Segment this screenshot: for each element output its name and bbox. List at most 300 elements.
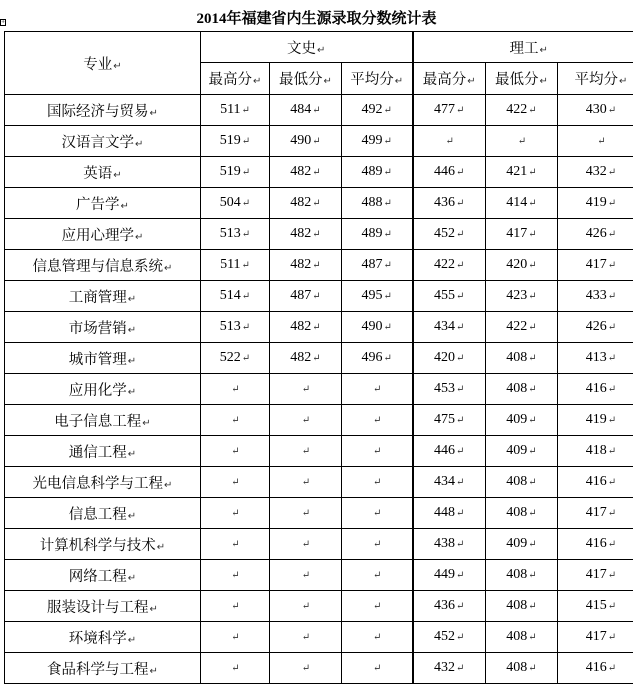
return-mark-icon: ↵ xyxy=(231,477,239,488)
return-mark-icon: ↵ xyxy=(608,508,616,519)
return-mark-icon: ↵ xyxy=(373,601,381,612)
return-mark-icon: ↵ xyxy=(528,291,536,302)
score-value: 408 xyxy=(506,567,527,582)
score-cell-l-avg xyxy=(558,250,633,281)
return-mark-icon: ↵ xyxy=(528,384,536,395)
score-value: 449 xyxy=(434,567,455,582)
return-mark-icon: ↵ xyxy=(128,635,136,646)
table-row xyxy=(5,343,633,374)
return-mark-icon: ↵ xyxy=(302,570,310,581)
score-value: 415 xyxy=(586,598,607,613)
return-mark-icon: ↵ xyxy=(456,446,464,457)
major-cell xyxy=(5,95,201,126)
score-cell-l-max xyxy=(413,436,486,467)
score-cell-w-min xyxy=(270,281,342,312)
table-row xyxy=(5,467,633,498)
return-mark-icon: ↵ xyxy=(312,136,320,147)
score-value: 416 xyxy=(586,660,607,675)
score-value: 426 xyxy=(586,319,607,334)
return-mark-icon: ↵ xyxy=(242,136,250,147)
return-mark-icon: ↵ xyxy=(528,663,536,674)
score-value: 438 xyxy=(434,536,455,551)
return-mark-icon: ↵ xyxy=(608,353,616,364)
return-mark-icon: ↵ xyxy=(231,601,239,612)
score-cell-w-min xyxy=(270,560,342,591)
score-cell-w-max xyxy=(201,343,270,374)
score-value: 408 xyxy=(506,660,527,675)
return-mark-icon: ↵ xyxy=(456,663,464,674)
score-value: 484 xyxy=(290,102,311,117)
return-mark-icon: ↵ xyxy=(373,477,381,488)
return-mark-icon: ↵ xyxy=(302,384,310,395)
table-row xyxy=(5,591,633,622)
score-value: 417 xyxy=(586,505,607,520)
score-cell-w-avg xyxy=(342,219,413,250)
header-li-max xyxy=(413,63,486,95)
score-cell-w-min xyxy=(270,653,342,684)
score-value: 513 xyxy=(220,226,241,241)
score-value: 511 xyxy=(220,257,240,272)
return-mark-icon: ↵ xyxy=(128,449,136,460)
major-cell xyxy=(5,188,201,219)
table-row xyxy=(5,312,633,343)
table-body xyxy=(5,32,633,684)
table-row xyxy=(5,219,633,250)
score-value: 418 xyxy=(586,443,607,458)
return-mark-icon: ↵ xyxy=(253,76,261,87)
major-cell xyxy=(5,560,201,591)
score-value: 420 xyxy=(506,257,527,272)
return-mark-icon: ↵ xyxy=(608,229,616,240)
major-cell xyxy=(5,436,201,467)
score-cell-w-min xyxy=(270,312,342,343)
return-mark-icon: ↵ xyxy=(128,294,136,305)
score-value: 519 xyxy=(220,133,241,148)
return-mark-icon: ↵ xyxy=(608,601,616,612)
score-cell-w-avg xyxy=(342,591,413,622)
major-cell xyxy=(5,219,201,250)
score-cell-l-min xyxy=(486,467,558,498)
header-group-li xyxy=(413,32,633,63)
score-cell-w-avg xyxy=(342,529,413,560)
score-cell-l-min xyxy=(486,95,558,126)
score-value: 448 xyxy=(434,505,455,520)
return-mark-icon: ↵ xyxy=(312,322,320,333)
return-mark-icon: ↵ xyxy=(312,291,320,302)
return-mark-icon: ↵ xyxy=(528,570,536,581)
score-cell-w-max xyxy=(201,560,270,591)
return-mark-icon: ↵ xyxy=(135,232,143,243)
score-cell-w-min xyxy=(270,498,342,529)
major-name: 服装设计与工程 xyxy=(47,600,149,616)
score-value: 416 xyxy=(586,381,607,396)
return-mark-icon: ↵ xyxy=(456,477,464,488)
return-mark-icon: ↵ xyxy=(242,105,250,116)
header-li-avg-label: 平均分 xyxy=(575,72,619,88)
return-mark-icon: ↵ xyxy=(302,446,310,457)
return-mark-icon: ↵ xyxy=(608,663,616,674)
return-mark-icon: ↵ xyxy=(373,415,381,426)
score-value: 490 xyxy=(362,319,383,334)
score-cell-l-min xyxy=(486,405,558,436)
table-row xyxy=(5,157,633,188)
score-cell-l-min xyxy=(486,560,558,591)
score-cell-l-max xyxy=(413,250,486,281)
return-mark-icon: ↵ xyxy=(373,508,381,519)
return-mark-icon: ↵ xyxy=(312,198,320,209)
score-cell-w-avg xyxy=(342,653,413,684)
score-cell-w-max xyxy=(201,405,270,436)
score-cell-w-avg xyxy=(342,281,413,312)
major-cell xyxy=(5,622,201,653)
header-row-groups xyxy=(5,32,633,63)
score-cell-l-max xyxy=(413,591,486,622)
score-value: 430 xyxy=(586,102,607,117)
score-cell-w-avg xyxy=(342,126,413,157)
return-mark-icon: ↵ xyxy=(312,260,320,271)
score-cell-l-max xyxy=(413,653,486,684)
return-mark-icon: ↵ xyxy=(312,229,320,240)
return-mark-icon: ↵ xyxy=(302,663,310,674)
return-mark-icon: ↵ xyxy=(384,198,392,209)
major-cell xyxy=(5,591,201,622)
score-cell-l-min xyxy=(486,653,558,684)
score-cell-l-max xyxy=(413,343,486,374)
score-cell-l-avg xyxy=(558,529,633,560)
score-cell-w-avg xyxy=(342,560,413,591)
score-value: 417 xyxy=(586,567,607,582)
score-value: 489 xyxy=(362,164,383,179)
score-cell-l-avg xyxy=(558,95,633,126)
score-cell-l-max xyxy=(413,498,486,529)
score-cell-l-avg xyxy=(558,560,633,591)
header-wen-max xyxy=(201,63,270,95)
major-name: 工商管理 xyxy=(69,290,127,306)
score-cell-w-max xyxy=(201,250,270,281)
major-name: 通信工程 xyxy=(69,445,127,461)
score-cell-l-min xyxy=(486,157,558,188)
major-name: 信息工程 xyxy=(69,507,127,523)
score-cell-w-avg xyxy=(342,467,413,498)
table-row xyxy=(5,281,633,312)
score-cell-l-avg xyxy=(558,436,633,467)
score-value: 408 xyxy=(506,474,527,489)
return-mark-icon: ↵ xyxy=(142,418,150,429)
score-value: 417 xyxy=(586,257,607,272)
return-mark-icon: ↵ xyxy=(231,384,239,395)
return-mark-icon: ↵ xyxy=(231,539,239,550)
score-value: 519 xyxy=(220,164,241,179)
score-cell-l-min xyxy=(486,498,558,529)
table-row xyxy=(5,250,633,281)
score-cell-w-max xyxy=(201,188,270,219)
return-mark-icon: ↵ xyxy=(608,167,616,178)
score-cell-l-avg xyxy=(558,343,633,374)
score-value: 490 xyxy=(290,133,311,148)
score-cell-l-min xyxy=(486,436,558,467)
major-cell xyxy=(5,529,201,560)
return-mark-icon: ↵ xyxy=(128,511,136,522)
score-cell-w-max xyxy=(201,653,270,684)
table-row xyxy=(5,653,633,684)
return-mark-icon: ↵ xyxy=(231,632,239,643)
score-value: 514 xyxy=(220,288,241,303)
return-mark-icon: ↵ xyxy=(302,508,310,519)
score-value: 487 xyxy=(290,288,311,303)
score-value: 421 xyxy=(506,164,527,179)
score-cell-w-min xyxy=(270,436,342,467)
score-value: 408 xyxy=(506,629,527,644)
major-cell xyxy=(5,126,201,157)
score-cell-l-avg xyxy=(558,653,633,684)
return-mark-icon: ↵ xyxy=(231,570,239,581)
return-mark-icon: ↵ xyxy=(302,477,310,488)
score-cell-l-avg xyxy=(558,622,633,653)
major-cell xyxy=(5,281,201,312)
return-mark-icon: ↵ xyxy=(608,632,616,643)
score-value: 419 xyxy=(586,195,607,210)
return-mark-icon: ↵ xyxy=(528,477,536,488)
return-mark-icon: ↵ xyxy=(528,508,536,519)
return-mark-icon: ↵ xyxy=(456,570,464,581)
return-mark-icon: ↵ xyxy=(446,136,454,147)
score-cell-w-min xyxy=(270,622,342,653)
score-cell-w-max xyxy=(201,498,270,529)
score-value: 417 xyxy=(586,629,607,644)
return-mark-icon: ↵ xyxy=(456,539,464,550)
score-value: 422 xyxy=(506,319,527,334)
return-mark-icon: ↵ xyxy=(324,76,332,87)
table-row xyxy=(5,436,633,467)
return-mark-icon: ↵ xyxy=(608,570,616,581)
table-row xyxy=(5,622,633,653)
return-mark-icon: ↵ xyxy=(528,446,536,457)
return-mark-icon: ↵ xyxy=(384,136,392,147)
score-cell-w-avg xyxy=(342,250,413,281)
return-mark-icon: ↵ xyxy=(135,139,143,150)
header-li-min xyxy=(486,63,558,95)
major-cell xyxy=(5,498,201,529)
return-mark-icon: ↵ xyxy=(528,105,536,116)
score-cell-w-max xyxy=(201,467,270,498)
score-cell-l-min xyxy=(486,591,558,622)
table-row xyxy=(5,560,633,591)
return-mark-icon: ↵ xyxy=(528,415,536,426)
score-cell-l-avg xyxy=(558,219,633,250)
table-row xyxy=(5,374,633,405)
score-cell-w-min xyxy=(270,219,342,250)
return-mark-icon: ↵ xyxy=(373,663,381,674)
score-value: 409 xyxy=(506,412,527,427)
return-mark-icon: ↵ xyxy=(456,291,464,302)
score-cell-w-max xyxy=(201,312,270,343)
score-cell-w-max xyxy=(201,95,270,126)
score-cell-w-min xyxy=(270,157,342,188)
score-cell-l-avg xyxy=(558,591,633,622)
major-cell xyxy=(5,405,201,436)
table-row xyxy=(5,498,633,529)
score-value: 477 xyxy=(434,102,455,117)
score-value: 492 xyxy=(362,102,383,117)
major-cell xyxy=(5,343,201,374)
score-value: 408 xyxy=(506,381,527,396)
score-value: 414 xyxy=(506,195,527,210)
header-li-min-label: 最低分 xyxy=(495,72,539,88)
return-mark-icon: ↵ xyxy=(302,632,310,643)
score-cell-l-avg xyxy=(558,188,633,219)
score-cell-l-avg xyxy=(558,374,633,405)
score-value: 452 xyxy=(434,226,455,241)
major-name: 信息管理与信息系统 xyxy=(33,259,164,275)
return-mark-icon: ↵ xyxy=(231,415,239,426)
major-cell xyxy=(5,312,201,343)
score-cell-l-max xyxy=(413,188,486,219)
return-mark-icon: ↵ xyxy=(608,446,616,457)
score-cell-l-min xyxy=(486,312,558,343)
return-mark-icon: ↵ xyxy=(302,415,310,426)
return-mark-icon: ↵ xyxy=(456,167,464,178)
header-wen-avg-label: 平均分 xyxy=(350,72,394,88)
major-name: 网络工程 xyxy=(69,569,127,585)
return-mark-icon: ↵ xyxy=(302,539,310,550)
score-value: 453 xyxy=(434,381,455,396)
score-value: 416 xyxy=(586,474,607,489)
score-cell-w-max xyxy=(201,374,270,405)
return-mark-icon: ↵ xyxy=(150,666,158,677)
table-anchor-icon: + xyxy=(0,19,6,26)
score-cell-w-min xyxy=(270,95,342,126)
return-mark-icon: ↵ xyxy=(608,539,616,550)
score-value: 482 xyxy=(290,257,311,272)
return-mark-icon: ↵ xyxy=(528,539,536,550)
return-mark-icon: ↵ xyxy=(456,601,464,612)
return-mark-icon: ↵ xyxy=(164,263,172,274)
return-mark-icon: ↵ xyxy=(302,601,310,612)
score-value: 482 xyxy=(290,319,311,334)
return-mark-icon: ↵ xyxy=(150,604,158,615)
score-value: 495 xyxy=(362,288,383,303)
major-name: 英语 xyxy=(83,166,112,182)
score-cell-w-min xyxy=(270,126,342,157)
return-mark-icon: ↵ xyxy=(242,260,250,271)
header-wen-min-label: 最低分 xyxy=(279,72,323,88)
return-mark-icon: ↵ xyxy=(384,229,392,240)
return-mark-icon: ↵ xyxy=(242,322,250,333)
score-value: 436 xyxy=(434,598,455,613)
table-row xyxy=(5,188,633,219)
return-mark-icon: ↵ xyxy=(242,167,250,178)
table-row xyxy=(5,405,633,436)
return-mark-icon: ↵ xyxy=(456,229,464,240)
return-mark-icon: ↵ xyxy=(242,353,250,364)
major-name: 应用心理学 xyxy=(62,228,135,244)
return-mark-icon: ↵ xyxy=(608,477,616,488)
header-li-max-label: 最高分 xyxy=(423,72,467,88)
score-value: 432 xyxy=(586,164,607,179)
score-cell-w-min xyxy=(270,405,342,436)
return-mark-icon: ↵ xyxy=(312,353,320,364)
score-cell-l-max xyxy=(413,405,486,436)
return-mark-icon: ↵ xyxy=(540,76,548,87)
score-cell-w-max xyxy=(201,591,270,622)
score-value: 482 xyxy=(290,164,311,179)
score-cell-w-min xyxy=(270,591,342,622)
score-value: 408 xyxy=(506,598,527,613)
major-name: 计算机科学与技术 xyxy=(40,538,156,554)
return-mark-icon: ↵ xyxy=(113,61,121,72)
return-mark-icon: ↵ xyxy=(231,446,239,457)
score-value: 455 xyxy=(434,288,455,303)
score-cell-w-min xyxy=(270,374,342,405)
score-cell-w-avg xyxy=(342,343,413,374)
score-value: 413 xyxy=(586,350,607,365)
return-mark-icon: ↵ xyxy=(231,663,239,674)
major-name: 市场营销 xyxy=(69,321,127,337)
return-mark-icon: ↵ xyxy=(150,108,158,119)
score-cell-l-max xyxy=(413,529,486,560)
score-cell-l-avg xyxy=(558,467,633,498)
score-cell-l-avg xyxy=(558,126,633,157)
return-mark-icon: ↵ xyxy=(456,508,464,519)
score-value: 417 xyxy=(506,226,527,241)
major-name: 应用化学 xyxy=(69,383,127,399)
major-name: 广告学 xyxy=(76,197,120,213)
score-cell-w-avg xyxy=(342,498,413,529)
score-cell-l-max xyxy=(413,312,486,343)
header-li-avg xyxy=(558,63,633,95)
return-mark-icon: ↵ xyxy=(528,322,536,333)
score-cell-w-min xyxy=(270,250,342,281)
score-cell-l-min xyxy=(486,281,558,312)
table-row xyxy=(5,95,633,126)
score-value: 489 xyxy=(362,226,383,241)
major-cell xyxy=(5,374,201,405)
return-mark-icon: ↵ xyxy=(456,322,464,333)
return-mark-icon: ↵ xyxy=(608,198,616,209)
score-value: 434 xyxy=(434,474,455,489)
return-mark-icon: ↵ xyxy=(528,167,536,178)
score-cell-w-max xyxy=(201,126,270,157)
return-mark-icon: ↵ xyxy=(518,136,526,147)
return-mark-icon: ↵ xyxy=(384,322,392,333)
score-cell-w-max xyxy=(201,529,270,560)
return-mark-icon: ↵ xyxy=(128,387,136,398)
score-value: 434 xyxy=(434,319,455,334)
score-cell-w-avg xyxy=(342,622,413,653)
score-value: 409 xyxy=(506,536,527,551)
return-mark-icon: ↵ xyxy=(540,45,548,56)
return-mark-icon: ↵ xyxy=(113,170,121,181)
major-cell xyxy=(5,157,201,188)
major-name: 电子信息工程 xyxy=(54,414,141,430)
major-cell xyxy=(5,467,201,498)
return-mark-icon: ↵ xyxy=(384,260,392,271)
return-mark-icon: ↵ xyxy=(456,415,464,426)
return-mark-icon: ↵ xyxy=(384,291,392,302)
score-value: 482 xyxy=(290,350,311,365)
score-cell-l-avg xyxy=(558,312,633,343)
header-group-wen-label: 文史 xyxy=(287,41,316,57)
score-cell-l-min xyxy=(486,529,558,560)
score-cell-l-min xyxy=(486,374,558,405)
score-value: 433 xyxy=(586,288,607,303)
score-value: 416 xyxy=(586,536,607,551)
score-value: 446 xyxy=(434,443,455,458)
score-cell-l-avg xyxy=(558,405,633,436)
score-value: 488 xyxy=(362,195,383,210)
score-value: 408 xyxy=(506,505,527,520)
header-group-li-label: 理工 xyxy=(510,41,539,57)
